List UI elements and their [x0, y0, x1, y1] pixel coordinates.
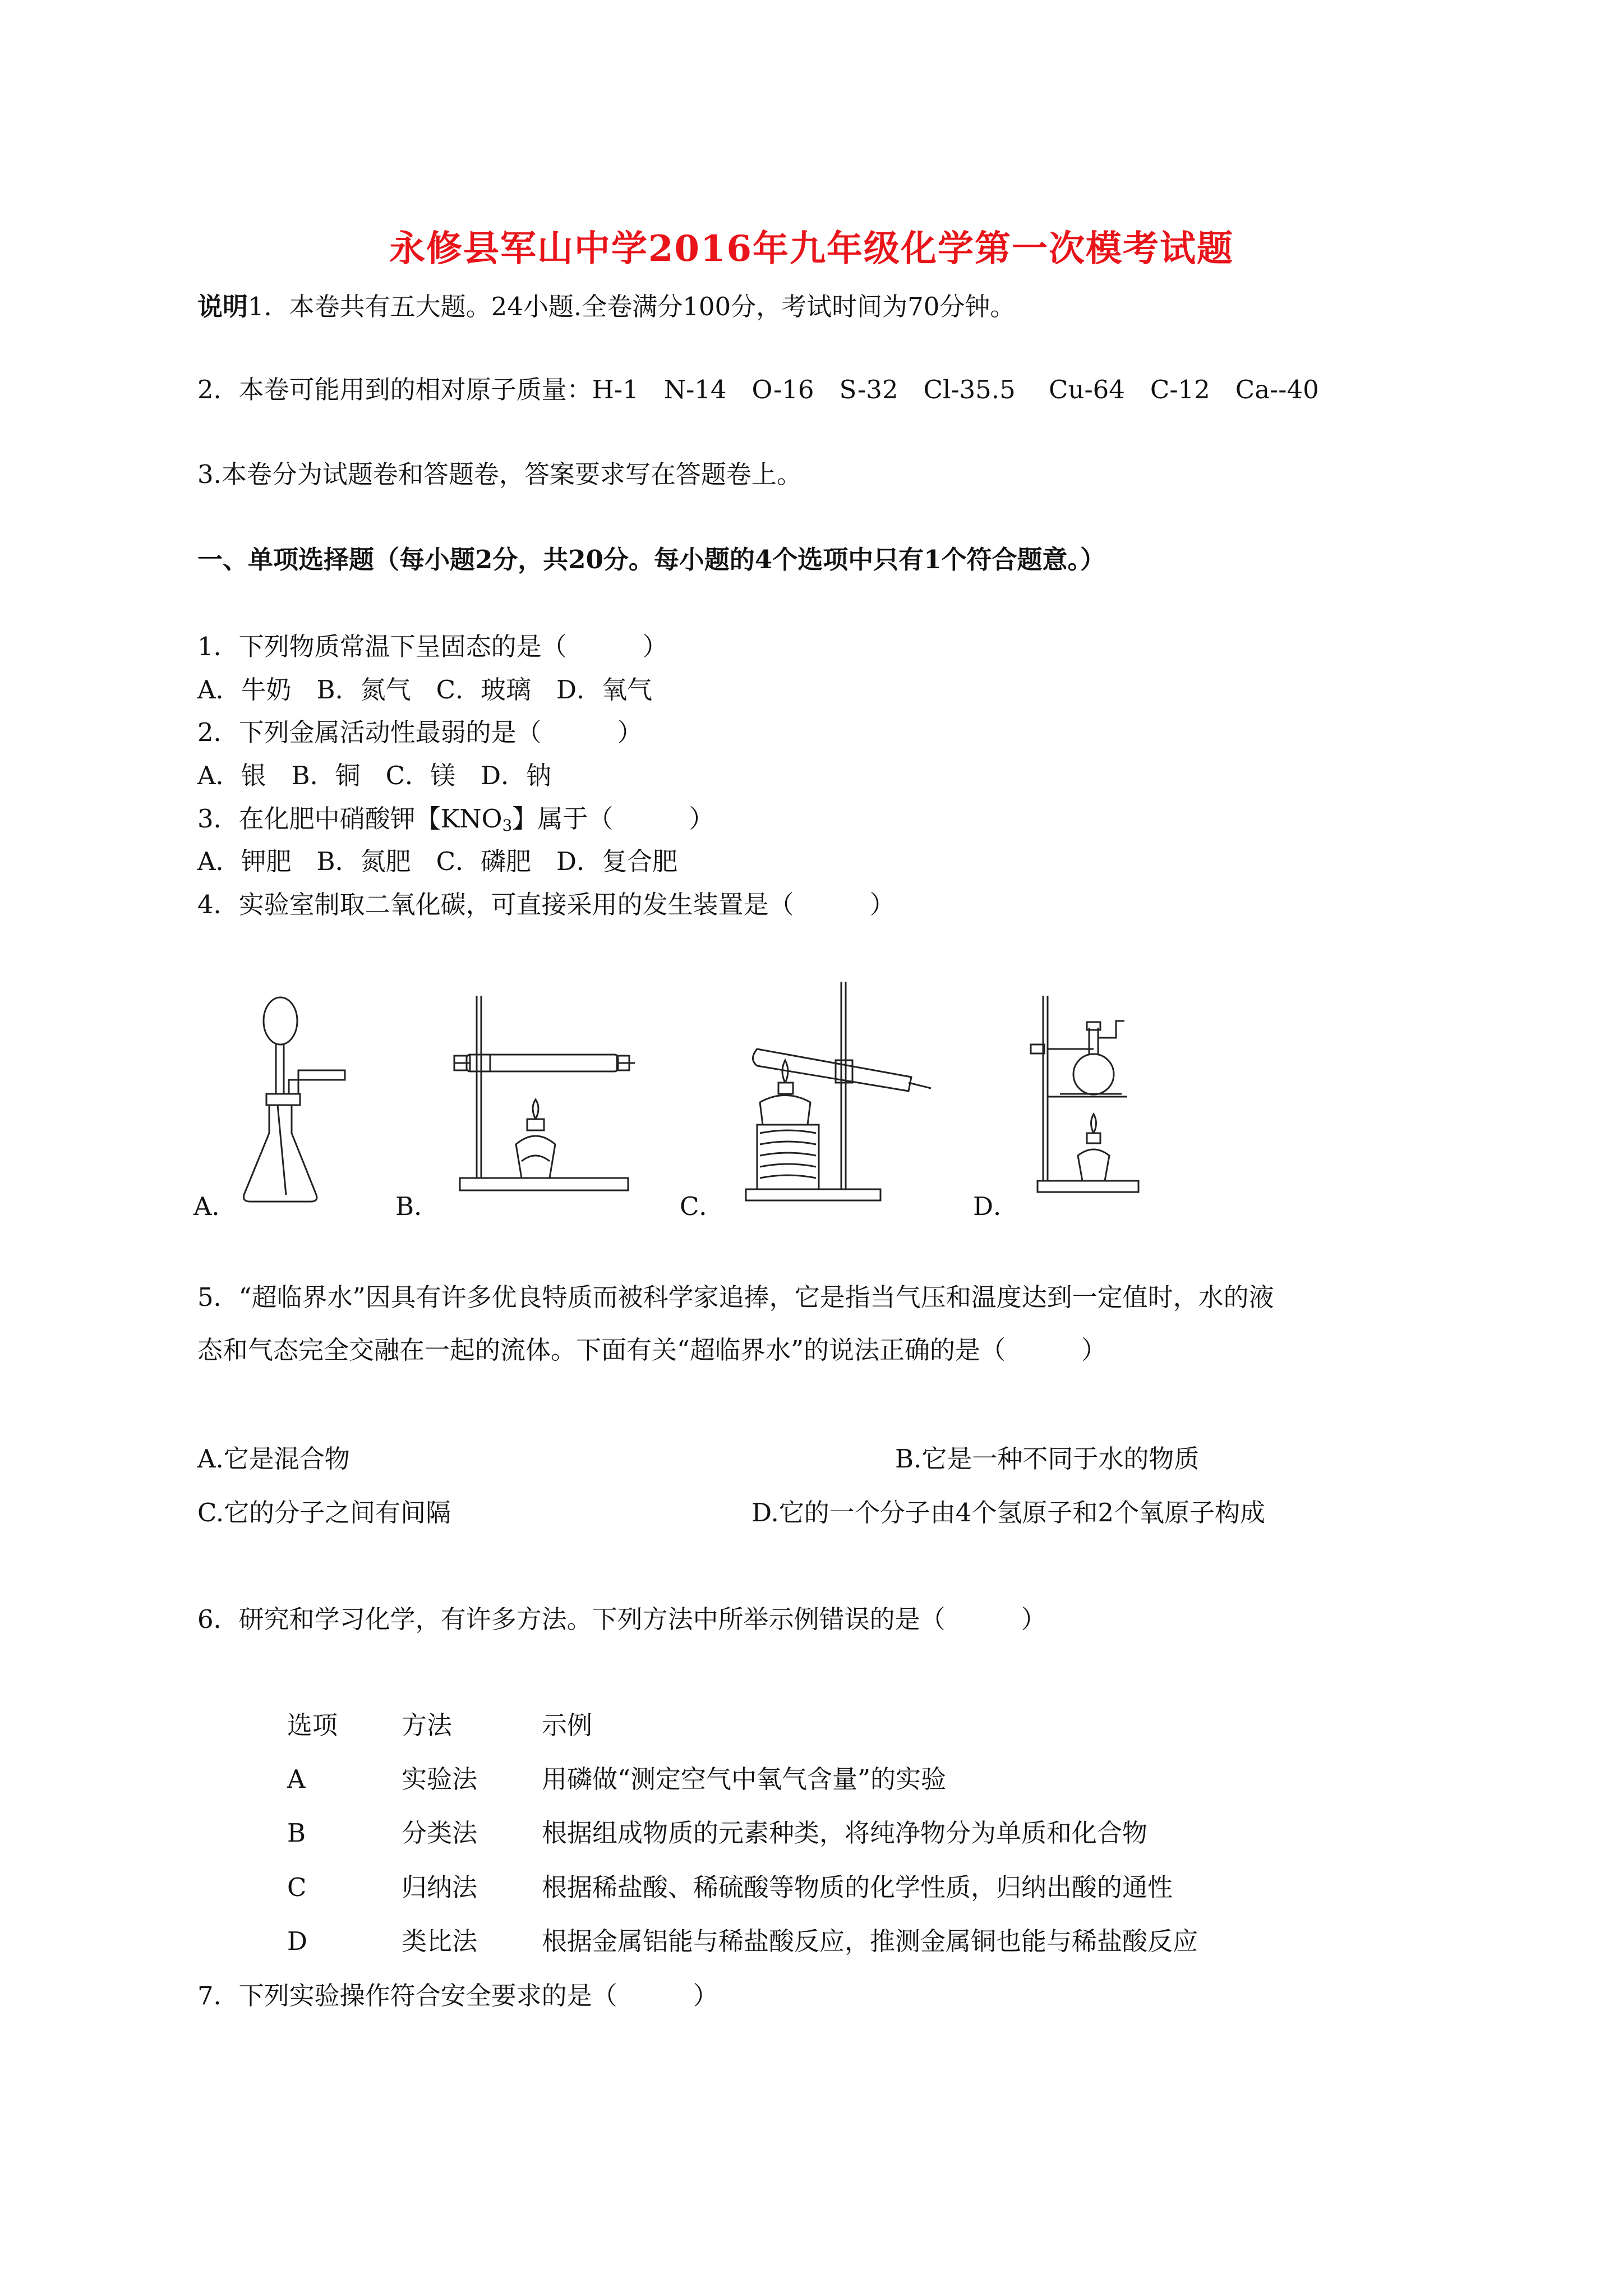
notes-line-1-text: 1．本卷共有五大题。24小题.全卷满分100分，考试时间为70分钟。 — [248, 292, 1016, 321]
q2-stem: 2．下列金属活动性最弱的是（ ） — [197, 717, 643, 747]
q5-line-2: 态和气态完全交融在一起的流体。下面有关“超临界水”的说法正确的是（ ） — [197, 1335, 1107, 1365]
notes-line-2: 2．本卷可能用到的相对原子质量：H-1 N-14 O-16 S-32 Cl-35.5 Cu-64 C-12 Ca--40 — [197, 375, 1319, 404]
q3-options: A．钾肥 B．氮肥 C．磷肥 D．复合肥 — [197, 846, 678, 876]
section-1-heading: 一、单项选择题（每小题2分，共20分。每小题的4个选项中只有1个符合题意。） — [197, 545, 1106, 574]
q5-option-c: C.它的分子之间有间隔 — [197, 1498, 451, 1527]
notes-line-1 — [197, 294, 1015, 319]
notes-label: 说明 — [197, 292, 248, 321]
q3-stem — [197, 806, 714, 834]
q6-header-method: 方法 — [402, 1710, 453, 1740]
q6-row-b-option: B — [287, 1818, 306, 1848]
q5-option-d: D.它的一个分子由4个氢原子和2个氧原子构成 — [751, 1498, 1266, 1527]
q3-subscript: 3 — [502, 816, 513, 835]
q6-header-example: 示例 — [542, 1710, 593, 1740]
q6-row-d-method: 类比法 — [402, 1926, 478, 1956]
q6-stem: 6．研究和学习化学，有许多方法。下列方法中所举示例错误的是（ ） — [197, 1604, 1046, 1634]
q6-row-d-example: 根据金属铝能与稀盐酸反应，推测金属铜也能与稀盐酸反应 — [542, 1926, 1198, 1956]
q5-option-a: A.它是混合物 — [197, 1444, 350, 1474]
q6-row-a-method: 实验法 — [402, 1764, 478, 1794]
q6-row-c-method: 归纳法 — [402, 1872, 478, 1902]
q6-row-c-option: C — [287, 1872, 307, 1902]
q6-row-a-option: A — [287, 1764, 306, 1794]
q4-label-b: B． — [395, 1191, 440, 1221]
q1-options: A．牛奶 B．氮气 C．玻璃 D．氧气 — [197, 675, 653, 705]
q6-header-option: 选项 — [287, 1710, 338, 1740]
exam-title: 永修县军山中学2016年九年级化学第一次模考试题 — [389, 228, 1234, 270]
q6-row-b-example: 根据组成物质的元素种类，将纯净物分为单质和化合物 — [542, 1818, 1148, 1848]
q3-stem-before: 3．在化肥中硝酸钾【KNO — [197, 804, 502, 834]
apparatus-c-inclined-tube — [746, 976, 937, 1200]
q1-stem: 1．下列物质常温下呈固态的是（ ） — [197, 632, 668, 661]
q5-line-1: 5．“超临界水”因具有许多优良特质而被科学家追捧，它是指当气压和温度达到一定值时，水的液 — [197, 1282, 1274, 1312]
q4-label-c: C． — [680, 1191, 725, 1221]
q6-row-d-option: D — [287, 1926, 308, 1956]
q6-row-b-method: 分类法 — [402, 1818, 478, 1848]
apparatus-a-conical-flask — [236, 982, 359, 1206]
q6-row-c-example: 根据稀盐酸、稀硫酸等物质的化学性质，归纳出酸的通性 — [542, 1872, 1173, 1902]
q3-stem-after: 】属于（ ） — [512, 804, 714, 834]
q4-label-a: A． — [193, 1191, 237, 1221]
q2-options: A．银 B．铜 C．镁 D．钠 — [197, 761, 552, 790]
apparatus-b-tube-with-lamp — [437, 993, 656, 1195]
q6-row-a-example: 用磷做“测定空气中氧气含量”的实验 — [542, 1764, 947, 1794]
notes-line-3: 3.本卷分为试题卷和答题卷，答案要求写在答题卷上。 — [197, 459, 802, 489]
apparatus-d-round-flask — [1026, 993, 1150, 1195]
q5-option-b: B.它是一种不同于水的物质 — [895, 1444, 1200, 1474]
q4-stem: 4．实验室制取二氧化碳，可直接采用的发生装置是（ ） — [197, 890, 895, 919]
q4-label-d: D． — [973, 1191, 1019, 1221]
q7-stem: 7．下列实验操作符合安全要求的是（ ） — [197, 1981, 718, 2010]
